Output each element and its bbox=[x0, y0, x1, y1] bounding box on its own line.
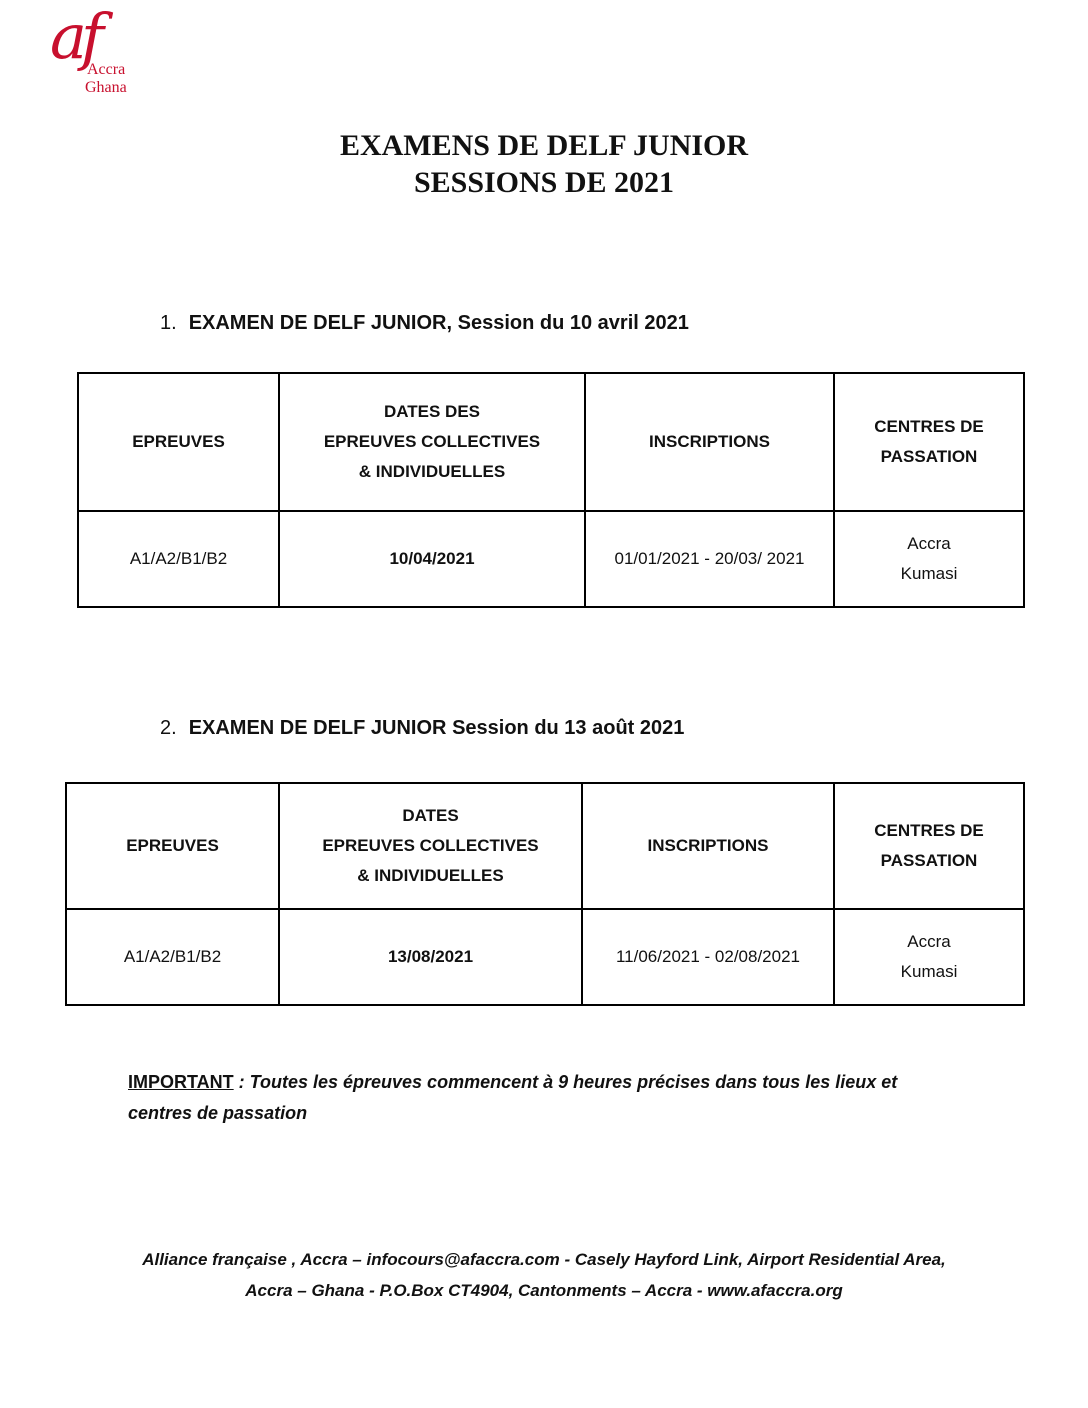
footer-contact-line: Accra – Ghana - P.O.Box CT4904, Cantonments – Accra - www.afaccra.org bbox=[245, 1281, 843, 1300]
header-inscriptions: INSCRIPTIONS bbox=[582, 783, 834, 909]
alliance-francaise-logo bbox=[50, 0, 150, 96]
section-number: 1. bbox=[160, 312, 177, 334]
important-note bbox=[128, 1067, 948, 1129]
logo-mark: af bbox=[50, 0, 98, 73]
table-header-row bbox=[66, 783, 1024, 909]
footer-address-line: Alliance française , Accra – infocours@afaccra.com - Casely Hayford Link, Airport Residential Area, bbox=[142, 1250, 946, 1269]
important-label: IMPORTANT bbox=[128, 1072, 234, 1092]
header-dates bbox=[279, 373, 585, 511]
table-row bbox=[78, 511, 1024, 607]
header-centres-line: CENTRES DE bbox=[874, 417, 984, 436]
section-number: 2. bbox=[160, 717, 177, 739]
header-epreuves: EPREUVES bbox=[66, 783, 279, 909]
important-text: : Toutes les épreuves commencent à 9 heures précises dans tous les lieux et centres de passation bbox=[128, 1072, 898, 1123]
cell-date: 10/04/2021 bbox=[279, 511, 585, 607]
cell-inscriptions: 11/06/2021 - 02/08/2021 bbox=[582, 909, 834, 1005]
table-header-row bbox=[78, 373, 1024, 511]
logo-city: Accra bbox=[87, 61, 126, 78]
cell-inscriptions: 01/01/2021 - 20/03/ 2021 bbox=[585, 511, 834, 607]
header-dates-line: DATES bbox=[402, 806, 459, 825]
session-2-table bbox=[65, 782, 1025, 1006]
header-dates-line: & INDIVIDUELLES bbox=[357, 866, 504, 885]
header-inscriptions: INSCRIPTIONS bbox=[585, 373, 834, 511]
section-heading-rest: Session du 13 août 2021 bbox=[452, 717, 685, 739]
header-dates-line: DATES DES bbox=[383, 402, 481, 421]
document-subtitle: SESSIONS DE 2021 bbox=[413, 166, 675, 199]
cell-centres bbox=[834, 909, 1024, 1005]
header-dates-line: & INDIVIDUELLES bbox=[358, 462, 506, 481]
section-heading-rest: Session du 10 avril 2021 bbox=[457, 312, 689, 334]
session-1-table bbox=[77, 372, 1025, 608]
header-centres-line: PASSATION bbox=[880, 851, 978, 870]
section-heading-bold: EXAMEN DE DELF JUNIOR, bbox=[188, 312, 453, 334]
table-row bbox=[66, 909, 1024, 1005]
header-centres-line: PASSATION bbox=[880, 447, 978, 466]
centre-name: Accra bbox=[907, 932, 951, 951]
centre-name: Kumasi bbox=[900, 962, 958, 981]
section-1-heading bbox=[160, 310, 689, 336]
logo-country: Ghana bbox=[85, 79, 127, 96]
centre-name: Kumasi bbox=[900, 564, 958, 583]
cell-epreuves: A1/A2/B1/B2 bbox=[78, 511, 279, 607]
section-2-heading bbox=[160, 715, 684, 741]
header-dates bbox=[279, 783, 582, 909]
header-dates-line: EPREUVES COLLECTIVES bbox=[323, 432, 541, 451]
cell-date: 13/08/2021 bbox=[279, 909, 582, 1005]
centre-name: Accra bbox=[907, 534, 951, 553]
header-epreuves: EPREUVES bbox=[78, 373, 279, 511]
cell-epreuves: A1/A2/B1/B2 bbox=[66, 909, 279, 1005]
document-title: EXAMENS DE DELF JUNIOR bbox=[339, 129, 749, 162]
header-centres bbox=[834, 783, 1024, 909]
section-heading-bold: EXAMEN DE DELF JUNIOR bbox=[188, 717, 447, 739]
header-dates-line: EPREUVES COLLECTIVES bbox=[322, 836, 539, 855]
cell-centres bbox=[834, 511, 1024, 607]
header-centres-line: CENTRES DE bbox=[874, 821, 984, 840]
header-centres bbox=[834, 373, 1024, 511]
